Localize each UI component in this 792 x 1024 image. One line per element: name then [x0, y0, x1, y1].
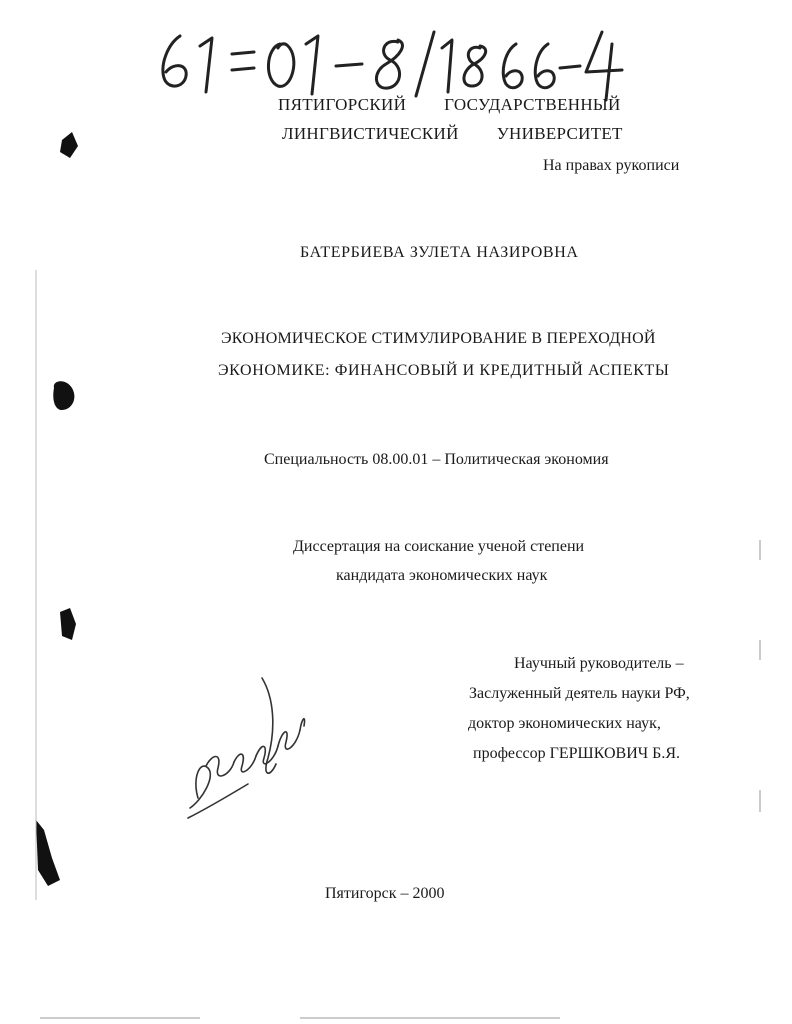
dissertation-degree-line-1: Диссертация на соискание ученой степени [293, 538, 585, 555]
manuscript-rights-note: На правах рукописи [543, 157, 680, 174]
specialty-line: Специальность 08.00.01 – Политическая экономия [264, 451, 609, 468]
city-and-year: Пятигорск – 2000 [325, 885, 445, 902]
supervisor-degree: доктор экономических наук, [468, 715, 661, 732]
university-word-university: УНИВЕРСИТЕТ [496, 124, 623, 143]
university-word-linguistic: ЛИНГВИСТИЧЕСКИЙ [282, 124, 459, 143]
author-name: БАТЕРБИЕВА ЗУЛЕТА НАЗИРОВНА [300, 244, 579, 261]
supervisor-label: Научный руководитель – [514, 655, 684, 672]
university-word-state: ГОСУДАРСТВЕННЫЙ [444, 95, 621, 114]
supervisor-honorary-title: Заслуженный деятель науки РФ, [469, 685, 690, 702]
dissertation-title-line-1: ЭКОНОМИЧЕСКОЕ СТИМУЛИРОВАНИЕ В ПЕРЕХОДНОЙ [221, 330, 656, 347]
university-word-pyatigorsky: ПЯТИГОРСКИЙ [278, 95, 407, 114]
dissertation-degree-line-2: кандидата экономических наук [336, 567, 548, 584]
dissertation-title-line-2: ЭКОНОМИКЕ: ФИНАНСОВЫЙ И КРЕДИТНЫЙ АСПЕКТЫ [218, 362, 670, 379]
supervisor-name: профессор ГЕРШКОВИЧ Б.Я. [473, 745, 681, 762]
